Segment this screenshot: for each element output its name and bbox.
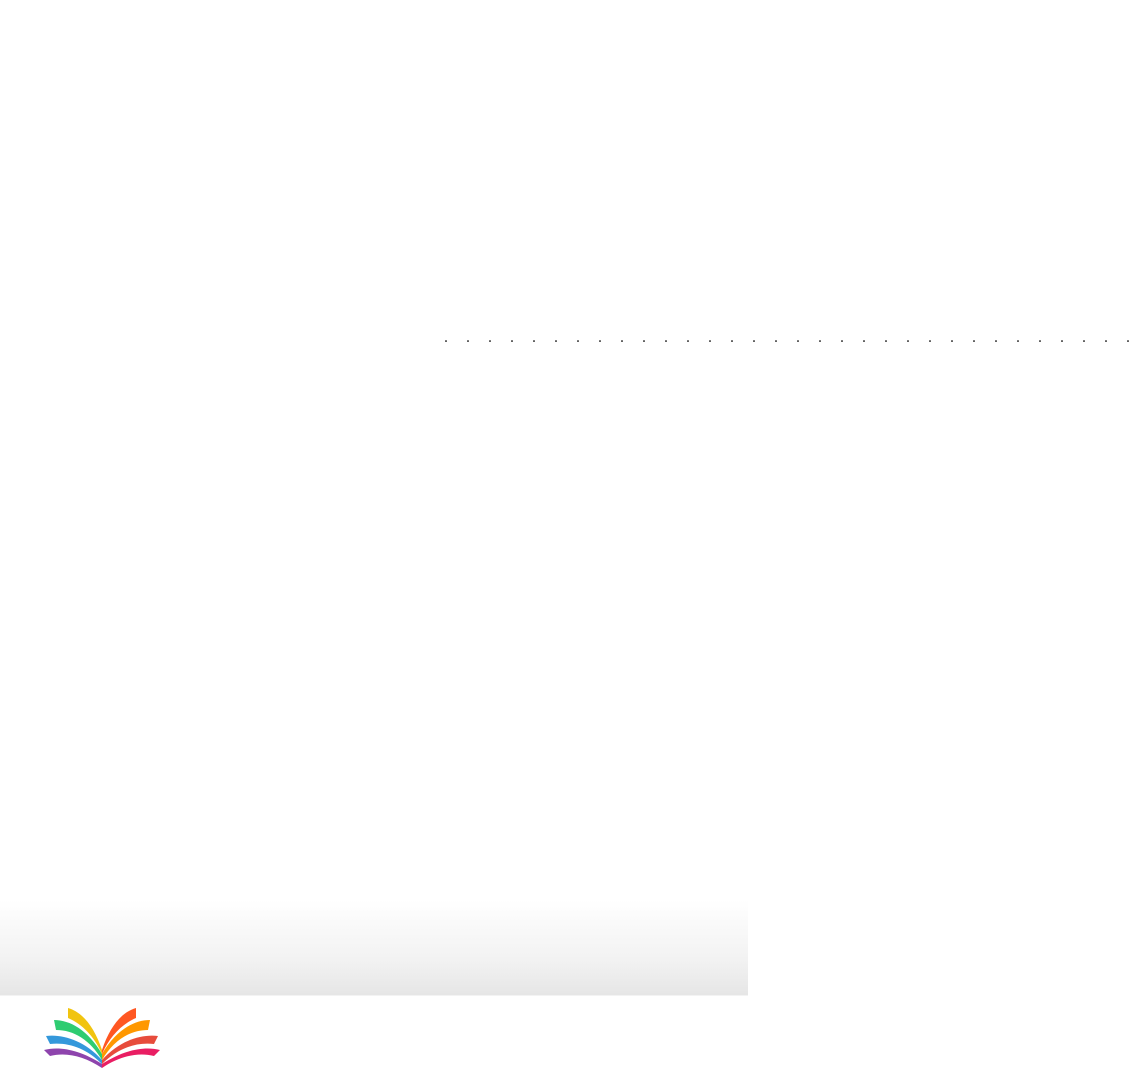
part-leader-dots: . . . . . . . . . . . . . . . . . . . . . . . . . . . . . . . . — [444, 329, 1137, 346]
part-heading — [84, 325, 1137, 355]
footer-banner — [0, 996, 748, 1080]
open-book-icon — [40, 1006, 164, 1068]
